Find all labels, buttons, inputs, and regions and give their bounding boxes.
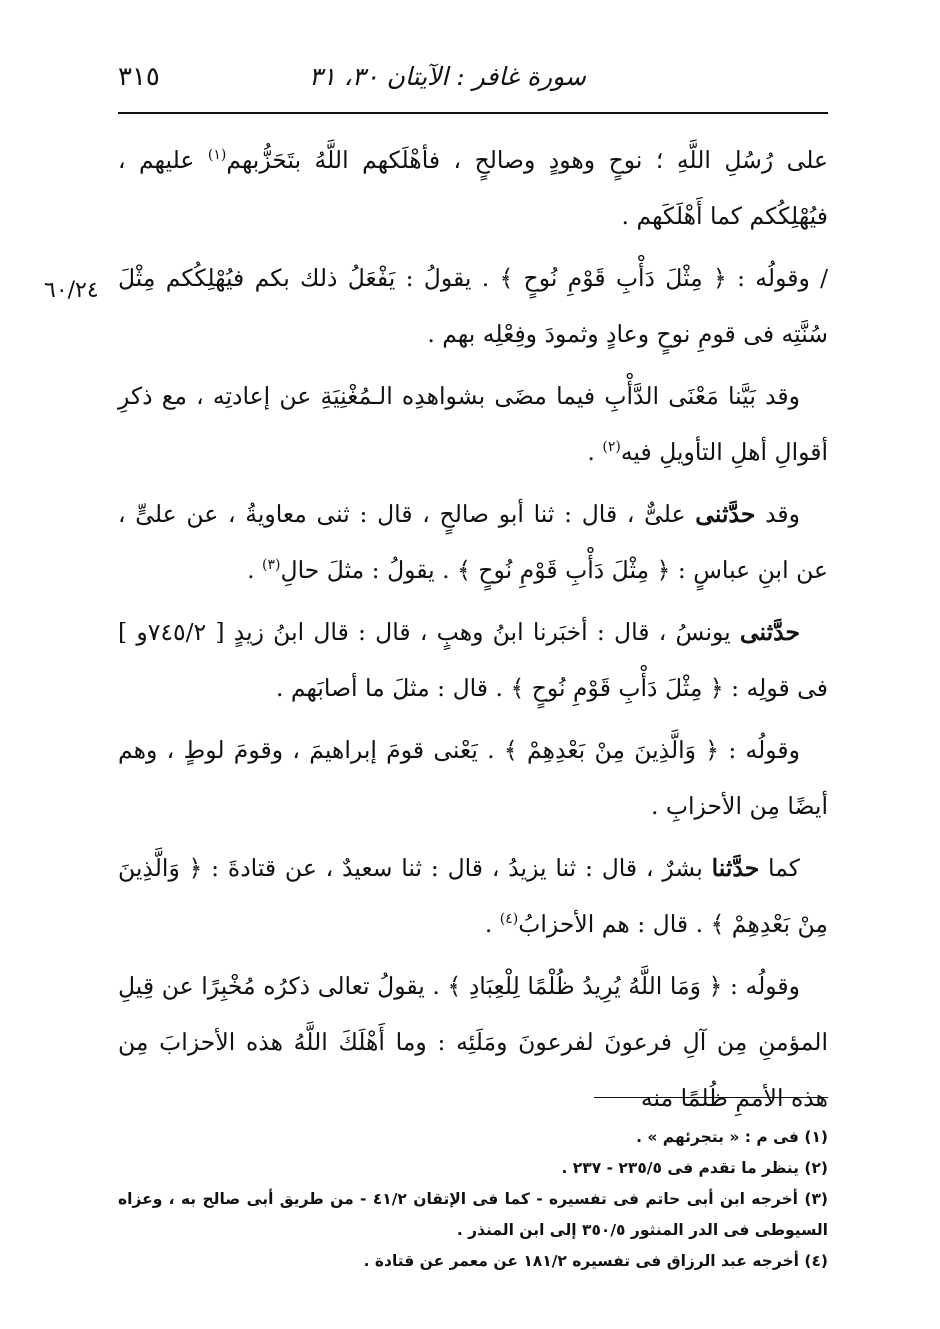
paragraph-text: وقولُه : ﴿ وَمَا اللَّهُ يُرِيدُ ظُلْمًا لِلْعِبَادِ ﴾ . يقولُ تعالى ذكرُه مُخْبِرًا عن قِيلِ المؤمنِ مِن آلِ فرعونَ لفرعونَ ومَلَئِه : وما أَهْلَكَ اللَّهُ هذه الأحزابَ مِن هذه الأممِ ظُلمًا منه: [118, 972, 828, 1112]
footnote-separator: [594, 1097, 828, 1098]
paragraph: [118, 840, 828, 952]
paragraph-lead: وقد: [755, 500, 800, 528]
isnad-keyword: حدَّثنى: [695, 500, 756, 528]
header-rule: [118, 112, 828, 114]
paragraph-text: على رُسُلِ اللَّهِ ؛ نوحٍ وهودٍ وصالحٍ ، فأهْلَكهم اللَّهُ بتَحَزُّبهم: [226, 146, 829, 174]
paragraph-text: يونسُ ، قال : أخبَرنا ابنُ وهبٍ ، قال : قال ابنُ زيدٍ [ ٧٤٥/٢و ] فى قولِه : ﴿ مِثْلَ دَأْبِ قَوْمِ نُوحٍ ﴾ . قال : مثلَ ما أصابَهم .: [118, 618, 828, 702]
paragraph-tail: .: [247, 556, 263, 584]
paragraph: [118, 486, 828, 598]
paragraph-lead: كما: [759, 854, 800, 882]
page-header: [118, 58, 826, 102]
footnote: (٢) ينظر ما تقدم فى ٢٣٥/٥ - ٢٣٧ .: [561, 1159, 828, 1177]
footnote-ref[interactable]: (٣): [262, 557, 281, 574]
footnote-ref[interactable]: (١): [207, 147, 227, 164]
body-text: [118, 132, 828, 1132]
paragraph: [118, 132, 828, 244]
paragraph: [118, 250, 828, 362]
footnote: (١) فى م : « بتجرئهم » .: [636, 1128, 828, 1146]
footnote-ref[interactable]: (٤): [499, 911, 519, 928]
paragraph: [118, 604, 828, 716]
paragraph-text: / وقولُه : ﴿ مِثْلَ دَأْبِ قَوْمِ نُوحٍ ﴾ . يقولُ : يَفْعَلُ ذلك بكم فيُهْلِكُكم مِثْلَ سُنَّتِه فى قومِ نوحٍ وعادٍ وثمودَ وفِعْلِه بهم .: [118, 264, 828, 348]
paragraph: [118, 958, 828, 1126]
footnote-ref[interactable]: (٢): [602, 439, 621, 456]
footnote: (٣) أخرجه ابن أبى حاتم فى تفسيره - كما فى الإتقان ٤١/٢ - من طريق أبى صالح به ، وعزاه السيوطى فى الدر المنثور ٣٥٠/٥ إلى ابن المنذر .: [118, 1190, 828, 1239]
paragraph-text: وقد بَيَّنا مَعْنَى الدَّأْبِ فيما مضَى بشواهدِه الـمُغْنِيَةِ عن إعادتِه ، مع ذكرِ أقوالِ أهلِ التأويلِ فيه: [118, 382, 828, 466]
margin-note: ٦٠/٢٤: [44, 278, 99, 303]
paragraph-text: علىٌّ ، قال : ثنا أبو صالحٍ ، قال : ثنى معاويةُ ، عن علىٍّ ، عن ابنِ عباسٍ : ﴿ مِثْلَ دَأْبِ قَوْمِ نُوحٍ ﴾ . يقولُ : مثلَ حالِ: [118, 500, 828, 584]
paragraph-tail: عليهم ، فيُهْلِكُكم كما أَهْلَكَهم .: [118, 146, 828, 230]
footnotes: [118, 1122, 828, 1277]
paragraph: [118, 368, 828, 480]
paragraph-text: وقولُه : ﴿ وَالَّذِينَ مِنْ بَعْدِهِمْ ﴾ . يَعْنى قومَ إبراهيمَ ، وقومَ لوطٍ ، وهم أيضًا مِن الأحزابِ .: [118, 736, 828, 820]
paragraph: [118, 722, 828, 834]
running-title: سورة غافر : الآيتان ٣٠، ٣١: [308, 62, 586, 91]
paragraph-tail: .: [587, 438, 603, 466]
paragraph-tail: .: [484, 910, 500, 938]
isnad-keyword: حدَّثنى: [739, 618, 800, 646]
isnad-keyword: حدَّثنا: [711, 854, 760, 882]
paragraph-text: بشرٌ ، قال : ثنا يزيدُ ، قال : ثنا سعيدٌ ، عن قتادةَ : ﴿ وَالَّذِينَ مِنْ بَعْدِهِمْ ﴾ . قال : هم الأحزابُ: [118, 854, 828, 938]
page-number: ٣١٥: [118, 62, 160, 92]
footnote: (٤) أخرجه عبد الرزاق فى تفسيره ١٨١/٢ عن معمر عن قتادة .: [363, 1252, 828, 1270]
